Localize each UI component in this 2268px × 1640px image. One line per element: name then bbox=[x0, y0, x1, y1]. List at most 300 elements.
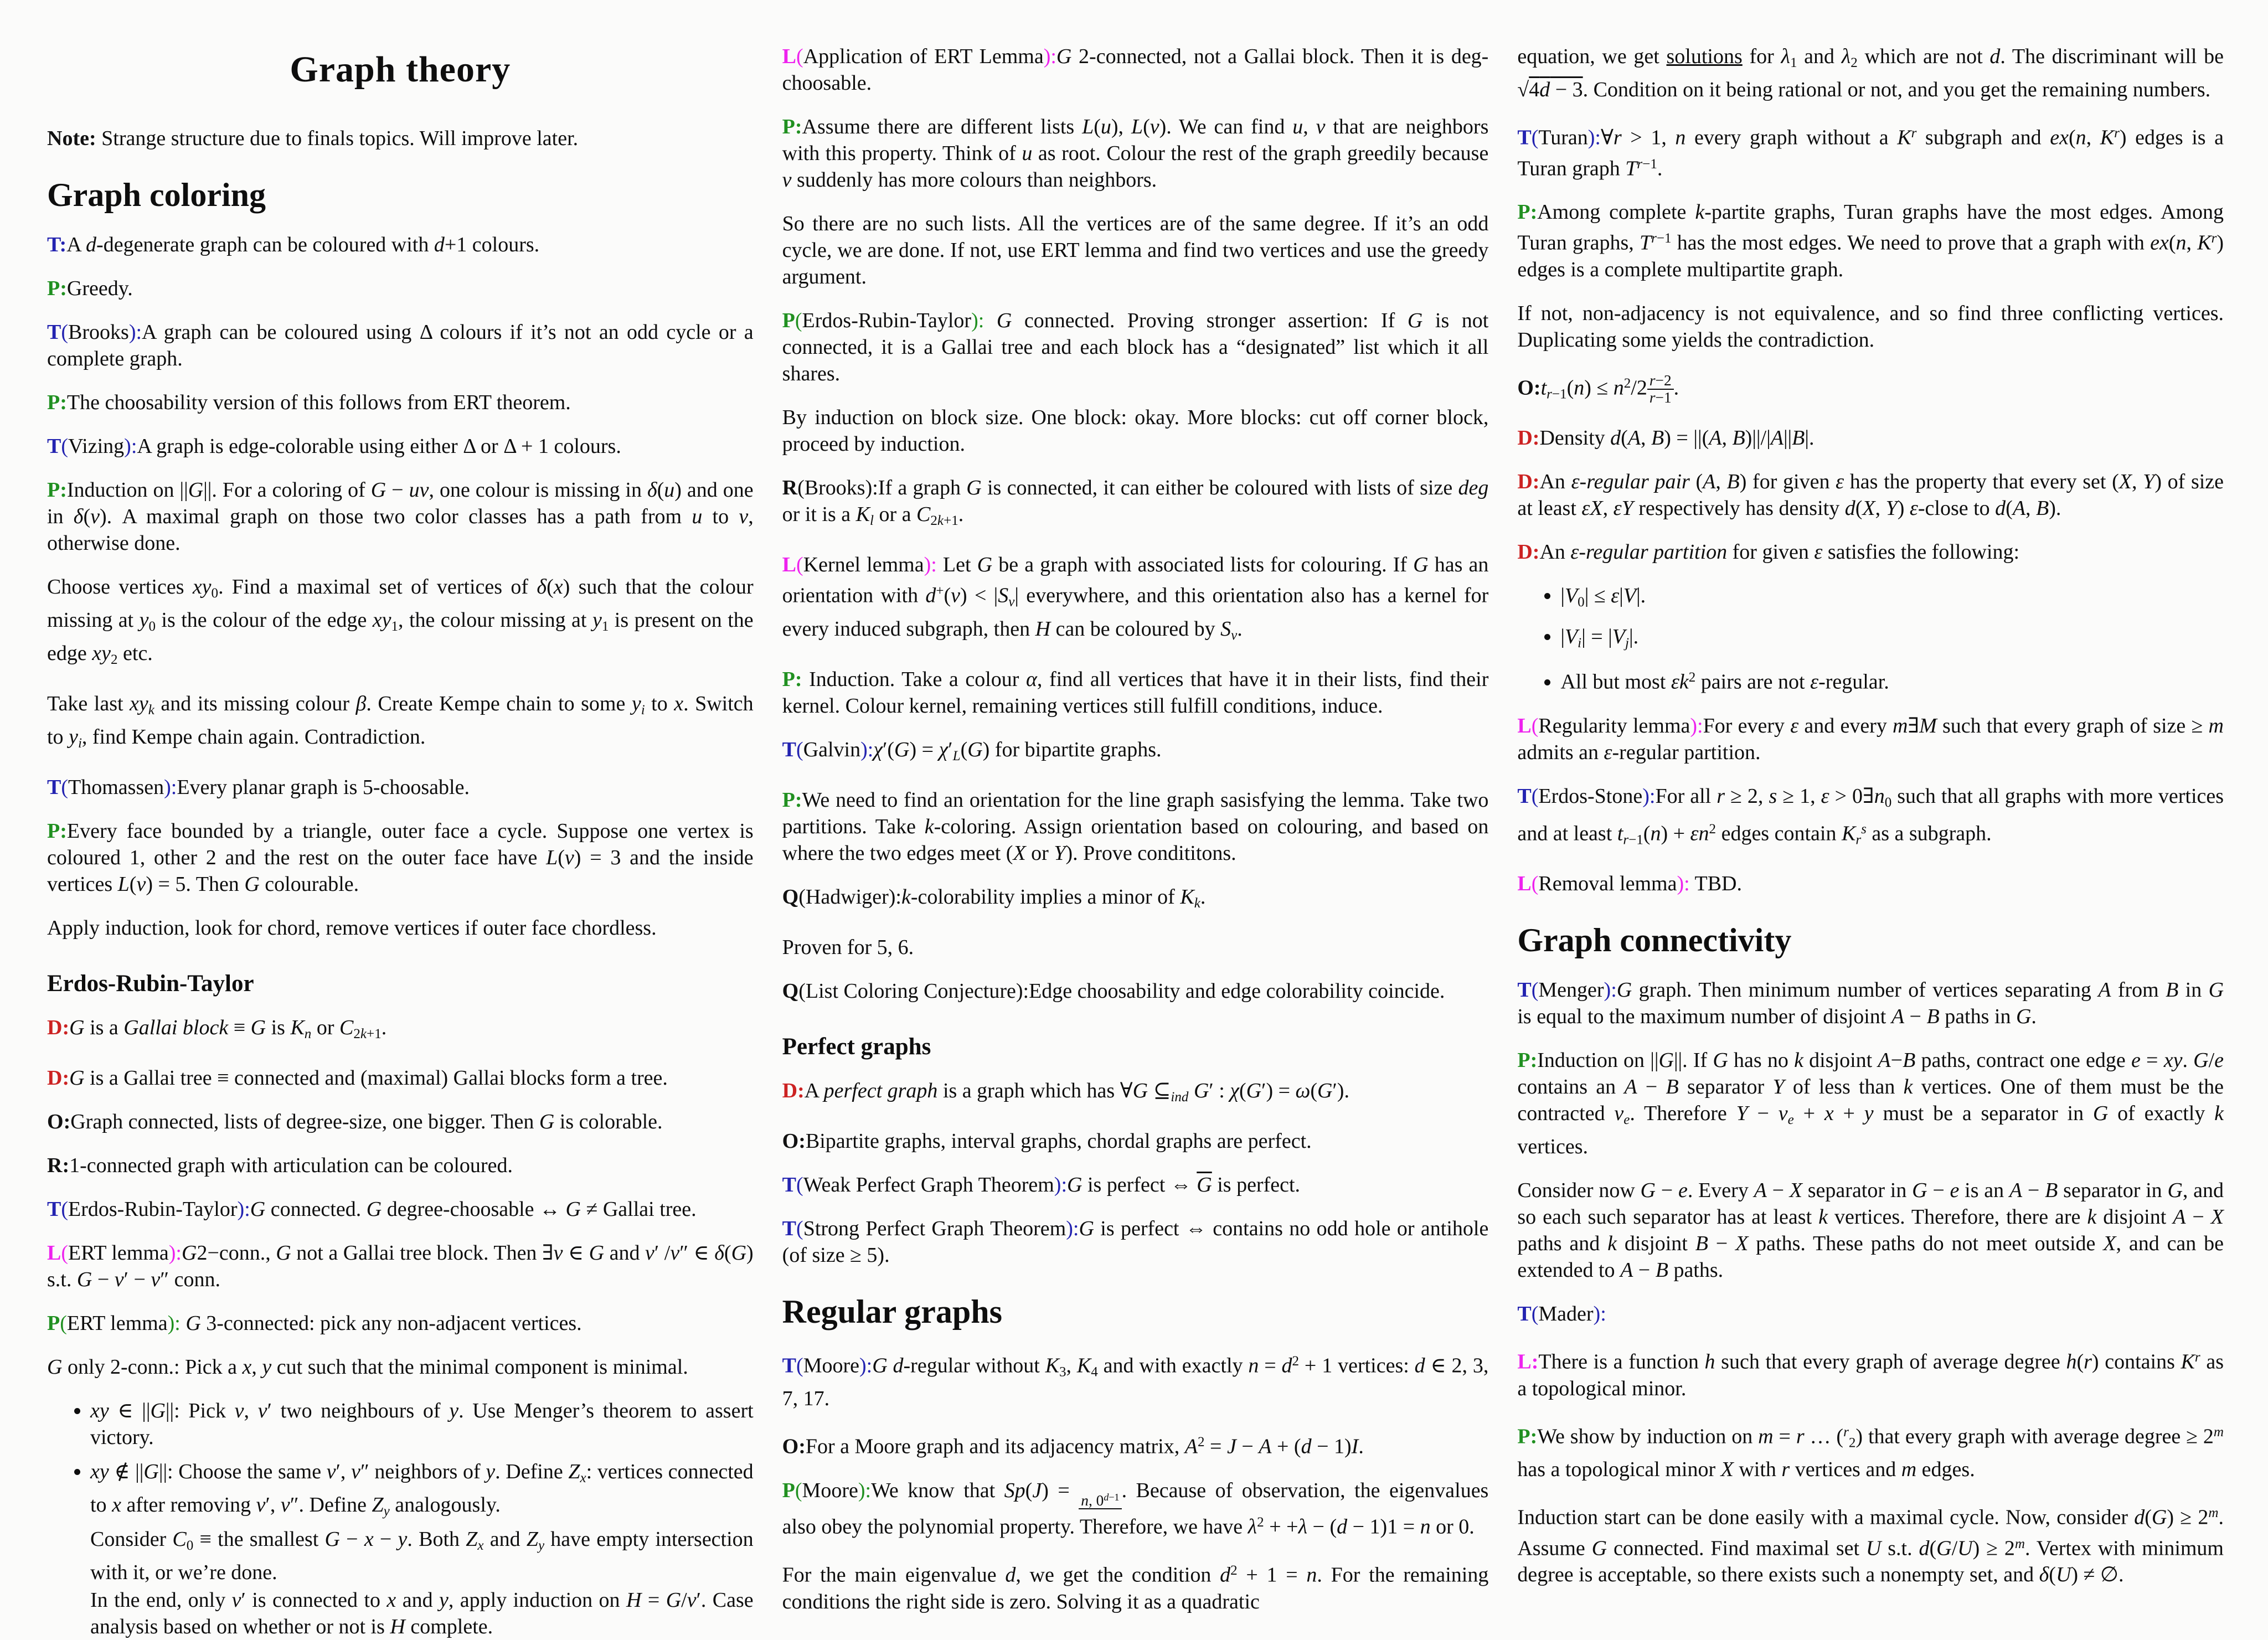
entry: T(Strong Perfect Graph Theorem):G is perfect ⇔ contains no odd hole or antihole (of size ≥ 5). bbox=[782, 1216, 1489, 1267]
text-run: r bbox=[1547, 386, 1552, 402]
entry: By induction on block size. One block: okay. More blocks: cut off corner block, proceed by induction. bbox=[782, 406, 1489, 456]
text-run: d bbox=[434, 233, 445, 256]
tag-colon: : bbox=[63, 1110, 71, 1134]
tag-letter: T bbox=[1517, 784, 1532, 808]
text-run: v bbox=[564, 846, 574, 870]
text-run: χ bbox=[939, 738, 949, 761]
text-run: 0 bbox=[148, 619, 156, 635]
text-run: G bbox=[324, 1528, 340, 1551]
text-run: 2 bbox=[1292, 1353, 1300, 1369]
text-run: perfect graph bbox=[823, 1079, 938, 1102]
text-run: G bbox=[1616, 978, 1632, 1002]
text-run: δ bbox=[2039, 1563, 2049, 1587]
text-run: G bbox=[977, 553, 993, 577]
text-run: G bbox=[1591, 1536, 1607, 1560]
text-run: G bbox=[47, 1355, 63, 1379]
text-run: Y bbox=[1885, 497, 1898, 520]
text-run: −1 bbox=[1642, 156, 1657, 172]
text-run: v bbox=[1316, 115, 1326, 138]
text-run: k bbox=[2087, 1205, 2097, 1229]
text-run: B bbox=[1651, 426, 1664, 450]
text-run: − 3 bbox=[1550, 78, 1583, 102]
tag-open-paren: ( bbox=[1531, 126, 1539, 149]
text-run: v bbox=[1150, 115, 1159, 138]
tag-letter: D bbox=[782, 1079, 798, 1102]
column-left bbox=[47, 43, 754, 1639]
tag-letter: P bbox=[782, 309, 795, 332]
entry: D:An ε-regular partition for given ε satisfies the following: bbox=[1517, 540, 2020, 564]
text-run: n bbox=[1874, 784, 1885, 808]
text-run: T bbox=[1625, 157, 1637, 180]
tag-letter: D bbox=[1517, 540, 1533, 564]
tag-colon: : bbox=[131, 435, 137, 458]
tag-letter: T bbox=[47, 233, 60, 256]
text-run: n bbox=[1420, 1515, 1431, 1539]
entry-tag bbox=[1517, 1425, 1537, 1448]
tag-letter: Q bbox=[782, 885, 799, 909]
text-run: G bbox=[143, 1460, 159, 1484]
text-run: G bbox=[181, 1241, 197, 1265]
tag-colon: : bbox=[174, 1312, 181, 1335]
text-run: B bbox=[1666, 1075, 1679, 1099]
tag-name: Erdos-Stone bbox=[1538, 784, 1643, 808]
list-item-paragraph: • xy ∉ ||G||: Choose the same v′, v″ neighbors of y. Define $Z_x$: vertices connected to x after removing v′, v″. Define $Z_y$ analogously. bbox=[90, 1460, 754, 1519]
text-run: ex bbox=[2050, 126, 2069, 149]
list-item-paragraph: • $|V_0| \le \varepsilon|V|$. bbox=[1560, 584, 1646, 610]
text-run: d bbox=[1005, 1563, 1016, 1587]
text-run: y bbox=[439, 1589, 449, 1612]
entry: P: Induction. Take a colour α, find all vertices that have it in their lists, find their kernel. Colour kernel, remaining vertices still fulfill conditions, induce. bbox=[782, 667, 1489, 718]
text-run: r bbox=[1855, 832, 1862, 848]
entry-tag bbox=[47, 1241, 182, 1265]
list-item-paragraph: • $|V_i| = |V_j|$. bbox=[1560, 625, 1639, 651]
text-run: G bbox=[1640, 1179, 1656, 1203]
tag-name: ERT lemma bbox=[66, 1312, 168, 1335]
entry-tag bbox=[47, 127, 101, 150]
entry-tag bbox=[782, 1130, 806, 1153]
text-run: δ bbox=[537, 575, 547, 599]
entry-tag bbox=[782, 788, 802, 812]
tag-letter: T bbox=[782, 1354, 797, 1378]
tag-colon: : bbox=[931, 553, 937, 577]
tag-open-paren: ( bbox=[797, 476, 805, 499]
text-run: v bbox=[739, 505, 749, 528]
list-item bbox=[90, 1458, 754, 1640]
text-run: A bbox=[2098, 978, 2111, 1002]
text-run: ex bbox=[2150, 231, 2169, 255]
text-run: G bbox=[1132, 1079, 1148, 1102]
text-run: k bbox=[1695, 200, 1705, 224]
text-run: β bbox=[355, 692, 367, 716]
text-run: 2 bbox=[1851, 55, 1858, 71]
entry-tag bbox=[1517, 470, 1539, 493]
tag-colon: : bbox=[795, 667, 802, 691]
text-run: 2 bbox=[1257, 1515, 1264, 1530]
text-run: solutions bbox=[1666, 45, 1743, 68]
text-run: xy bbox=[92, 642, 111, 666]
tag-name: Vizing bbox=[68, 435, 125, 458]
section-heading: Graph connectivity bbox=[1517, 922, 1792, 959]
bullet-list bbox=[1517, 582, 2224, 695]
entry: Apply induction, look for chord, remove vertices if outer face chordless. bbox=[47, 916, 657, 940]
text-run: m bbox=[2213, 1424, 2224, 1440]
text-run: n bbox=[1675, 126, 1686, 149]
entry-tag bbox=[782, 668, 802, 691]
text-run: v bbox=[234, 1399, 244, 1423]
tag-colon: : bbox=[244, 1198, 250, 1221]
entry-tag bbox=[782, 738, 874, 761]
entry-tag bbox=[47, 435, 137, 458]
entry-tag bbox=[782, 979, 1029, 1003]
text-run: X bbox=[2210, 1205, 2224, 1229]
entry: Note: Strange structure due to finals topics. Will improve later. bbox=[47, 127, 579, 150]
text-run: 3 bbox=[1059, 1364, 1066, 1380]
text-run: G bbox=[2208, 978, 2224, 1002]
tag-letter: P bbox=[47, 277, 60, 300]
entry: D:G is a Gallai tree ≡ connected and (maximal) Gallai blocks form a tree. bbox=[47, 1066, 668, 1090]
tag-open-paren: ( bbox=[796, 1354, 803, 1378]
tag-open-paren: ( bbox=[798, 885, 806, 909]
tag-colon: : bbox=[60, 478, 67, 502]
text-run: k bbox=[1903, 1075, 1913, 1099]
text-run: G bbox=[731, 1241, 747, 1265]
text-run: λ bbox=[1841, 45, 1851, 68]
text-run: 0 bbox=[1884, 795, 1892, 810]
tag-letter: L bbox=[1517, 714, 1532, 738]
tag-open-paren: ( bbox=[61, 321, 69, 344]
text-run: ω bbox=[1295, 1079, 1311, 1102]
tag-letter: D bbox=[47, 1016, 63, 1040]
text-run: Z bbox=[568, 1460, 580, 1484]
text-run: χ bbox=[1230, 1079, 1240, 1102]
text-run: U bbox=[1865, 1536, 1882, 1560]
text-run: k bbox=[1794, 1049, 1803, 1072]
tag-colon: : bbox=[867, 738, 874, 761]
tag-colon: : bbox=[89, 127, 96, 150]
tag-close-paren: ) bbox=[168, 1241, 176, 1265]
text-run: h bbox=[1704, 1350, 1715, 1374]
tag-close-paren: ) bbox=[924, 553, 931, 577]
tag-letter: P bbox=[1517, 200, 1530, 224]
text-run: Y bbox=[1054, 841, 1066, 865]
text-run: v bbox=[670, 1241, 680, 1265]
text-run: xy bbox=[90, 1399, 109, 1423]
tag-open-paren: ( bbox=[1531, 784, 1539, 808]
tag-colon: : bbox=[1050, 45, 1056, 68]
text-run: m bbox=[1758, 1425, 1774, 1448]
text-run: ε bbox=[1814, 540, 1823, 564]
text-run: B bbox=[1792, 426, 1805, 450]
text-run: λ bbox=[1298, 1515, 1308, 1539]
text-run: ε bbox=[1790, 714, 1799, 738]
entry: Take last $xy_k$ and its missing colour β. Create Kempe chain to some $y_i$ to x. Switch to $y_i$, find Kempe chain again. Contradiction. bbox=[47, 692, 754, 751]
text-run: xy bbox=[372, 608, 391, 632]
tag-colon: : bbox=[171, 776, 177, 800]
tag-colon: : bbox=[978, 309, 984, 332]
text-run: 0 bbox=[186, 1538, 194, 1554]
tag-name: Turan bbox=[1538, 126, 1588, 149]
text-run: d bbox=[1610, 426, 1621, 450]
text-run: e bbox=[2131, 1049, 2141, 1072]
text-run: G bbox=[1056, 45, 1072, 68]
tag-colon: : bbox=[59, 233, 67, 256]
list-item bbox=[1560, 623, 2224, 657]
text-run: G bbox=[666, 1589, 682, 1612]
tag-colon: : bbox=[1533, 376, 1541, 400]
text-run: s bbox=[1861, 821, 1867, 837]
text-run: d bbox=[893, 1354, 904, 1378]
tag-close-paren: ) bbox=[164, 776, 171, 800]
text-run: V bbox=[1564, 625, 1578, 649]
tag-letter: T bbox=[47, 321, 61, 344]
text-run: n bbox=[1248, 1354, 1259, 1378]
text-run: xy bbox=[2163, 1049, 2183, 1072]
tag-open-paren: ( bbox=[798, 979, 806, 1003]
text-run: B bbox=[1726, 470, 1740, 494]
text-run: K bbox=[1180, 885, 1194, 909]
text-run: H bbox=[390, 1615, 405, 1639]
entry: L(Application of ERT Lemma):G 2-connected, not a Gallai block. Then it is deg-choosable. bbox=[782, 45, 1489, 95]
text-run: x bbox=[580, 1471, 586, 1486]
tag-colon: : bbox=[176, 1241, 182, 1265]
tag-name: List Coloring Conjecture bbox=[805, 979, 1016, 1003]
text-run: d bbox=[1919, 1536, 1930, 1560]
text-run: $\overline{d}$ bbox=[1539, 78, 1550, 102]
text-run: r bbox=[2194, 1350, 2200, 1365]
text-run: G bbox=[2167, 1179, 2183, 1203]
text-run: y bbox=[262, 1355, 272, 1379]
entry-tag bbox=[47, 1016, 69, 1039]
text-run: ind bbox=[1171, 1089, 1189, 1105]
text-run: n bbox=[2075, 126, 2086, 149]
text-run: 0 bbox=[211, 586, 219, 601]
text-run: y bbox=[139, 608, 149, 632]
text-run: x bbox=[386, 1589, 396, 1612]
tag-close-paren: ) bbox=[1642, 784, 1650, 808]
text-run: x bbox=[674, 692, 684, 716]
text-run: G bbox=[539, 1110, 555, 1134]
tag-name: Removal lemma bbox=[1538, 872, 1677, 896]
text-run: X bbox=[2103, 1232, 2116, 1256]
entry: R(Brooks):If a graph G is connected, it can either be coloured with lists of size deg or it is a $K_l$ or a $C_{2k+1}$. bbox=[782, 476, 1489, 529]
text-run: L bbox=[546, 846, 558, 870]
tag-open-paren: ( bbox=[1531, 714, 1539, 738]
tag-letter: T bbox=[782, 738, 797, 761]
entry: R:1-connected graph with articulation can be coloured. bbox=[47, 1154, 513, 1178]
text-run: εY bbox=[1613, 497, 1633, 520]
tag-close-paren: ) bbox=[859, 1354, 867, 1378]
subsection-heading: Perfect graphs bbox=[782, 1033, 931, 1060]
text-run: Y bbox=[1772, 1075, 1785, 1099]
text-run: λ bbox=[1248, 1515, 1257, 1539]
entry-tag bbox=[47, 233, 66, 256]
text-run: s bbox=[1769, 784, 1777, 808]
tag-name: Strong Perfect Graph Theorem bbox=[803, 1216, 1066, 1240]
list-item bbox=[1560, 664, 2224, 695]
tag-name: ERT lemma bbox=[68, 1241, 169, 1265]
list-item-paragraph: • xy ∈ ||G||: Pick v, v′ two neighbours of y. Use Menger’s theorem to assert victory. bbox=[90, 1399, 754, 1450]
text-run: m bbox=[2014, 1536, 2025, 1551]
text-run: deg bbox=[1458, 476, 1489, 499]
entry: equation, we get solutions for $\lambda_1$ and $\lambda_2$ which are not d. The discriminant will be $√4\overline{d} - 3$. Condition on it being rational or not, and you get the remaining numbers. bbox=[1517, 45, 2224, 102]
text-run: e bbox=[1787, 1112, 1794, 1128]
text-run: G bbox=[366, 1198, 382, 1221]
text-run: A bbox=[1891, 1005, 1905, 1029]
entry-tag bbox=[782, 1435, 806, 1458]
entry: O:Bipartite graphs, interval graphs, chordal graphs are perfect. bbox=[782, 1129, 1312, 1153]
text-run: C bbox=[339, 1016, 354, 1040]
text-run: +1 bbox=[367, 1027, 382, 1042]
entry-tag bbox=[782, 115, 802, 138]
text-run: K bbox=[2197, 231, 2212, 255]
text-run: d bbox=[1995, 497, 2006, 520]
entry-tag bbox=[782, 885, 901, 909]
tag-name: Erdos-Rubin-Taylor bbox=[802, 309, 972, 332]
text-run: 1 bbox=[1790, 55, 1797, 71]
entry-tag bbox=[1517, 200, 1537, 224]
entry: If not, non-adjacency is not equivalence, and so find three conflicting vertices. Duplicating some yields the contradiction. bbox=[1517, 301, 2224, 352]
tag-open-paren: ( bbox=[61, 776, 69, 800]
text-run: k bbox=[148, 703, 154, 718]
text-run: v bbox=[280, 1493, 290, 1517]
tag-letter: T bbox=[1517, 126, 1532, 149]
entry: O:Graph connected, lists of degree-size, one bigger. Then G is colorable. bbox=[47, 1110, 663, 1134]
entry: G only 2-conn.: Pick a x, y cut such that the minimal component is minimal. bbox=[47, 1355, 688, 1379]
entry: So there are no such lists. All the vertices are of the same degree. If it’s an odd cycle, we are done. If not, use ERT lemma and find two vertices and use the greedy argument. bbox=[782, 212, 1489, 288]
text-run: u bbox=[692, 505, 703, 528]
tag-letter: T bbox=[47, 776, 61, 800]
tag-colon: : bbox=[1061, 1173, 1067, 1197]
entry-tag bbox=[47, 1198, 250, 1221]
list-item-paragraph: In the end, only v′ is connected to x and y, apply induction on H = G/v′. Case analysis based on whether or not is H complete. bbox=[90, 1589, 754, 1639]
text-run: J bbox=[1032, 1478, 1042, 1502]
text-run: e bbox=[1950, 1179, 1960, 1203]
text-run: r bbox=[2084, 1350, 2092, 1374]
text-run: G bbox=[250, 1198, 266, 1221]
tag-close-paren: ) bbox=[860, 738, 868, 761]
text-run: ε bbox=[1836, 470, 1844, 494]
entry: D:Density d(A, B) = ||(A, B)||/|A||B|. bbox=[1517, 426, 1815, 450]
text-run: S bbox=[998, 584, 1009, 607]
tag-open-paren: ( bbox=[796, 1216, 803, 1240]
text-run: A bbox=[1878, 1049, 1891, 1072]
tag-colon: : bbox=[798, 1435, 806, 1458]
text-run: K bbox=[2100, 126, 2115, 149]
list-item bbox=[90, 1397, 754, 1451]
tag-colon: : bbox=[1530, 1425, 1538, 1448]
text-run: G bbox=[966, 476, 982, 499]
tag-open-paren: ( bbox=[61, 1241, 69, 1265]
text-run: 2 bbox=[110, 652, 118, 668]
text-run: G bbox=[370, 478, 386, 502]
text-run: m bbox=[2208, 1505, 2219, 1521]
entry: T(Brooks):A graph can be coloured using Δ colours if it’s not an odd cycle or a complete graph. bbox=[47, 321, 754, 370]
text-run: m bbox=[2208, 714, 2224, 738]
text-run: u bbox=[664, 478, 675, 502]
tag-colon: : bbox=[1531, 1350, 1539, 1374]
tag-name: Hadwiger bbox=[805, 885, 889, 909]
text-run: G bbox=[1936, 1536, 1952, 1560]
text-run: v bbox=[951, 584, 961, 607]
entry: P:Among complete k-partite graphs, Turan graphs have the most edges. Among Turan graphs, $T^{r-1}$ has the most edges. We need to prove that a graph with ex(n, $K^r$) edges is a complete multipartite graph. bbox=[1517, 200, 2224, 281]
text-run: x bbox=[1824, 1102, 1834, 1126]
text-run: C bbox=[172, 1528, 187, 1551]
entry: P(Erdos-Rubin-Taylor): G connected. Proving stronger assertion: If G is not connected, it is a Gallai tree and each block has a “designated” list which it all shares. bbox=[782, 309, 1489, 385]
tag-colon: : bbox=[1023, 979, 1029, 1003]
text-run: d bbox=[1301, 1435, 1312, 1458]
text-run: G bbox=[2193, 1049, 2209, 1072]
tag-close-paren: ) bbox=[1593, 1302, 1601, 1326]
entry: Q(List Coloring Conjecture):Edge choosability and edge colorability coincide. bbox=[782, 979, 1445, 1003]
tag-name: Galvin bbox=[803, 738, 861, 761]
text-run: v bbox=[553, 1241, 563, 1265]
column-right bbox=[1517, 43, 2224, 1587]
entry-tag bbox=[782, 1173, 1067, 1197]
tag-name: Brooks bbox=[68, 321, 129, 344]
text-run: M bbox=[1919, 714, 1937, 738]
tag-colon: : bbox=[1073, 1216, 1079, 1240]
entry: T(Galvin):χ′(G) = $\chi'_L(G)$ for bipartite graphs. bbox=[782, 738, 1162, 764]
text-run: k bbox=[937, 513, 944, 529]
text-run: r bbox=[1649, 389, 1656, 406]
tag-colon: : bbox=[865, 1478, 872, 1502]
text-run: k bbox=[1194, 895, 1200, 911]
tag-colon: : bbox=[1649, 784, 1656, 808]
text-run: d bbox=[1104, 1491, 1109, 1503]
tag-name: Moore bbox=[803, 1354, 859, 1378]
list-item-paragraph: • All but most $\varepsilon k^2$ pairs are not ε-regular. bbox=[1560, 670, 1889, 694]
tag-letter: O bbox=[47, 1110, 64, 1134]
text-run: d bbox=[1414, 1354, 1425, 1378]
text-run: X bbox=[1862, 497, 1875, 520]
text-run: x bbox=[364, 1528, 374, 1551]
text-run: 1 bbox=[601, 619, 609, 635]
text-run: ε bbox=[1821, 784, 1829, 808]
tag-letter: D bbox=[1517, 470, 1533, 494]
text-run: I bbox=[1351, 1435, 1359, 1458]
entry: P(ERT lemma): G 3-connected: pick any non-adjacent vertices. bbox=[47, 1312, 582, 1335]
tag-colon: : bbox=[1532, 426, 1540, 450]
text-run: H bbox=[626, 1589, 642, 1612]
tag-name: Regularity lemma bbox=[1538, 714, 1690, 738]
text-run: A bbox=[2012, 497, 2026, 520]
text-run: Z bbox=[526, 1528, 538, 1551]
text-run: −1 bbox=[1628, 832, 1643, 848]
text-run: v bbox=[114, 1268, 124, 1292]
text-run: −1 bbox=[1656, 231, 1672, 246]
text-run: G bbox=[996, 309, 1012, 332]
entry-tag bbox=[782, 309, 984, 332]
tag-colon: : bbox=[1600, 1302, 1606, 1326]
tag-colon: : bbox=[1595, 126, 1601, 149]
text-run: r bbox=[1843, 1424, 1849, 1440]
text-run: v bbox=[1231, 627, 1238, 643]
text-run: y bbox=[449, 1399, 459, 1423]
text-run: S bbox=[1220, 617, 1231, 641]
tag-colon: : bbox=[1532, 470, 1540, 494]
tag-letter: O bbox=[1517, 376, 1534, 400]
text-run: χ bbox=[873, 738, 883, 761]
text-run: d bbox=[1281, 1354, 1292, 1378]
text-run: T bbox=[1639, 231, 1652, 255]
text-run: h bbox=[2066, 1350, 2077, 1374]
text-run: r bbox=[1796, 1425, 1805, 1448]
entry: O:For a Moore graph and its adjacency matrix, $A^2 = J - A + (d - 1)I$. bbox=[782, 1435, 1364, 1458]
text-run: A bbox=[2009, 1179, 2023, 1203]
entry: T(Moore):G d-regular without $K_3$, $K_4$ and with exactly $n = d^2 + 1$ vertices: d ∈ 2, 3, 7, 17. bbox=[782, 1353, 1489, 1411]
text-run: v bbox=[326, 1460, 336, 1484]
text-run: G bbox=[1193, 1079, 1209, 1102]
